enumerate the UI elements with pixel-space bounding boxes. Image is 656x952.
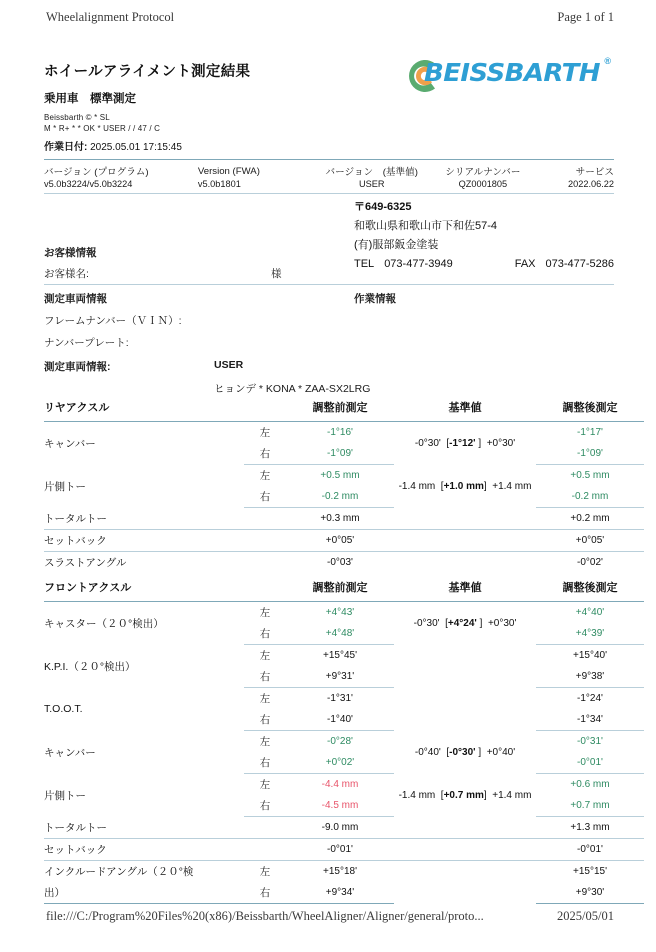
vehicle-info-user: USER [214, 359, 244, 371]
title-block [44, 58, 250, 153]
table-row [44, 530, 644, 552]
table-row [44, 602, 644, 624]
footer-date: 2025/05/01 [557, 909, 614, 923]
side-right: 右 [244, 882, 286, 904]
side-left: 左 [259, 427, 271, 439]
spec-bracket-close: ] [475, 746, 484, 758]
post-value: +0.2 mm [536, 508, 644, 530]
customer-section-label: お客様情報 [44, 247, 97, 259]
side-left: 左 [259, 693, 271, 705]
table-row [44, 861, 644, 883]
front-header-side [244, 573, 286, 602]
version-value-program: v5.0b3224/v5.0b3224 [44, 179, 133, 189]
post-value-left: -0°31' [577, 736, 603, 747]
row-label: キャスター（２０°検出） [44, 617, 164, 630]
spec-value [394, 774, 536, 817]
work-info-label: 作業情報 [354, 293, 396, 305]
rear-axle-header-row [44, 393, 644, 422]
spec-value [394, 530, 536, 552]
spec-low: -1.4 mm [398, 789, 436, 801]
post-value: +0°05' [536, 530, 644, 552]
row-label: スラストアングル [44, 557, 127, 569]
pre-value: -0°01' [286, 839, 394, 861]
post-value-right: +9°38' [536, 666, 644, 688]
pre-value-left: -1°31' [327, 693, 353, 704]
rear-axle-table [44, 393, 644, 573]
row-label: K.P.I.（２０°検出） [44, 660, 136, 673]
front-axle-title: フロントアクスル [44, 573, 244, 602]
print-header-title: Wheelalignment Protocol [46, 10, 175, 24]
page-indicator: Page 1 of 1 [557, 10, 614, 24]
post-value: -0°01' [536, 839, 644, 861]
pre-value-left: +0.5 mm [320, 470, 360, 481]
row-label: 片側トー [44, 480, 86, 493]
row-label: セットバック [44, 839, 244, 861]
spec-mid: +1.0 mm [443, 480, 484, 492]
spec-bracket-open: [ [438, 789, 444, 801]
spec-value [394, 645, 536, 688]
rear-header-pre: 調整前測定 [286, 393, 394, 422]
vehicle-section [44, 285, 614, 393]
pre-value-right: +9°31' [286, 666, 394, 688]
post-value-left: +15°15' [573, 866, 607, 877]
pre-value-left: -4.4 mm [321, 779, 359, 790]
pre-value-right: -1°09' [286, 443, 394, 465]
side-right: 右 [244, 486, 286, 508]
row-label-continued [44, 882, 244, 904]
row-label [44, 861, 244, 883]
shop-info [354, 198, 614, 274]
side-right: 右 [244, 623, 286, 645]
spec-low: -0°40' [414, 746, 441, 758]
vin-label: フレームナンバー（ＶＩＮ）: [44, 315, 182, 327]
spec-low: -1.4 mm [398, 480, 436, 492]
rear-header-spec: 基準値 [394, 393, 536, 422]
customer-section [44, 194, 614, 284]
post-value-left: +15°40' [573, 650, 607, 661]
pre-value-left: +4°43' [325, 607, 355, 618]
post-value-left: +0.6 mm [570, 779, 610, 790]
page-subtitle: 乗用車 標準測定 [44, 93, 136, 105]
row-label: T.O.O.T. [44, 703, 83, 715]
version-header-row [44, 160, 614, 179]
spec-bracket-close: ] [483, 789, 490, 801]
vehicle-section-label: 測定車両情報 [44, 293, 107, 305]
post-value-right: -0°01' [536, 752, 644, 774]
version-value-fwa: v5.0b1801 [197, 179, 241, 189]
spec-low: -0°30' [413, 617, 440, 629]
customer-name-label: お客様名: [44, 268, 89, 280]
spec-bracket-close: ] [475, 437, 484, 449]
version-value-row [44, 179, 614, 193]
print-header [46, 10, 614, 25]
pre-value-right: -4.5 mm [286, 795, 394, 817]
title-row [44, 58, 614, 153]
side-none [244, 839, 286, 861]
device-line-1: Beissbarth © * SL [44, 113, 110, 122]
spec-high: +0°30' [487, 617, 517, 629]
spec-bracket-close: ] [483, 480, 490, 492]
table-row [44, 422, 644, 444]
side-right: 右 [244, 795, 286, 817]
shop-company: (有)服部鈑金塗装 [354, 239, 439, 251]
logo-registered-mark: ® [604, 56, 611, 66]
pre-value: -9.0 mm [286, 817, 394, 839]
spec-value [394, 731, 536, 774]
pre-value-right: +9°34' [286, 882, 394, 904]
shop-address: 和歌山県和歌山市下和佐57-4 [354, 220, 498, 232]
spec-value [394, 817, 536, 839]
spec-mid: -1°12' [449, 437, 476, 449]
shop-tel-value: 073-477-3949 [384, 258, 453, 270]
vehicle-model: ヒョンデ * KONA * ZAA-SX2LRG [214, 383, 371, 395]
pre-value-left: -1°16' [327, 427, 353, 438]
spec-value [394, 839, 536, 861]
row-label: キャンバー [44, 437, 96, 450]
work-date-label: 作業日付: [44, 142, 88, 153]
spec-value [394, 552, 536, 574]
side-left: 左 [259, 470, 271, 482]
spec-value [394, 508, 536, 530]
logo-wordmark: BEISSBARTH [424, 58, 600, 87]
row-label-line2: 出） [44, 886, 65, 899]
spec-mid: -0°30' [449, 746, 476, 758]
side-none [244, 508, 286, 530]
pre-value: +0°05' [286, 530, 394, 552]
front-header-pre: 調整前測定 [286, 573, 394, 602]
spec-value [394, 861, 536, 904]
side-left: 左 [259, 866, 271, 878]
spec-low: -0°30' [414, 437, 441, 449]
spec-bracket-close: ] [476, 617, 486, 629]
version-header-serial: シリアルナンバー [445, 167, 521, 178]
post-value-right: -1°34' [536, 709, 644, 731]
front-header-post: 調整後測定 [536, 573, 644, 602]
spec-value [394, 602, 536, 645]
pre-value-right: -0.2 mm [286, 486, 394, 508]
beissbarth-logo [402, 54, 610, 100]
row-label: キャンバー [44, 746, 96, 759]
device-line-2: M * R+ * * OK * USER / / 47 / C [44, 123, 161, 133]
rear-header-post: 調整後測定 [536, 393, 644, 422]
rear-axle-title: リヤアクスル [44, 393, 244, 422]
plate-label: ナンバープレート: [44, 337, 129, 349]
spec-value [394, 465, 536, 508]
post-value-left: +0.5 mm [570, 470, 610, 481]
table-row [44, 645, 644, 667]
post-value-right: -0.2 mm [536, 486, 644, 508]
front-axle-table [44, 573, 644, 904]
version-value-spec: USER [358, 179, 385, 189]
version-header-fwa: Version (FWA) [197, 165, 260, 177]
row-label-line1: インクルードアングル（２０°検 [44, 865, 194, 878]
side-right: 右 [244, 443, 286, 465]
contact-spacer [463, 255, 505, 274]
side-left: 左 [259, 736, 271, 748]
pre-value-left: +15°18' [323, 866, 357, 877]
side-none [244, 530, 286, 552]
post-value-right: +0.7 mm [536, 795, 644, 817]
table-row [44, 465, 644, 487]
pre-value: -0°03' [327, 557, 353, 568]
shop-zip: 〒649-6325 [354, 201, 412, 213]
post-value-right: -1°09' [536, 443, 644, 465]
post-value-left: +4°40' [575, 607, 605, 618]
table-row [44, 508, 644, 530]
table-row [44, 839, 644, 861]
post-value: +1.3 mm [536, 817, 644, 839]
side-none [244, 817, 286, 839]
row-label: セットバック [44, 530, 244, 552]
spec-bracket-open: [ [443, 746, 450, 758]
table-row [44, 731, 644, 753]
print-footer [46, 909, 614, 924]
table-row [44, 817, 644, 839]
spec-mid: +0.7 mm [443, 789, 484, 801]
post-value-left: -1°17' [577, 427, 603, 438]
spec-mid: +4°24' [447, 617, 477, 629]
spec-high: +1.4 mm [492, 789, 532, 801]
page-title: ホイールアライメント測定結果 [44, 64, 251, 80]
spec-bracket-open: [ [438, 480, 444, 492]
work-date-value: 2025.05.01 17:15:45 [90, 142, 182, 153]
side-right: 右 [244, 709, 286, 731]
version-header-spec: バージョン (基準値) [325, 167, 418, 178]
version-header-program: バージョン (プログラム) [44, 167, 149, 178]
pre-value-left: +15°45' [323, 650, 357, 661]
footer-file-path: file:///C:/Program%20Files%20(x86)/Beissbarth/WheelAligner/Aligner/general/proto... [46, 909, 484, 923]
pre-value-right: -1°40' [286, 709, 394, 731]
pre-value-right: +4°48' [286, 623, 394, 645]
spec-bracket-open: [ [442, 617, 448, 629]
side-none [244, 552, 286, 574]
shop-fax-value: 073-477-5286 [545, 258, 615, 270]
pre-value-left: -0°28' [327, 736, 353, 747]
version-value-serial: QZ0001805 [458, 179, 508, 189]
side-left: 左 [259, 779, 271, 791]
front-axle-header-row [44, 573, 644, 602]
version-strip [44, 160, 614, 193]
vehicle-info-label: 測定車両情報: [44, 361, 111, 373]
table-row [44, 774, 644, 796]
spec-value [394, 688, 536, 731]
table-row [44, 688, 644, 710]
side-right: 右 [244, 752, 286, 774]
spec-high: +0°30' [486, 437, 516, 449]
table-row [44, 552, 644, 574]
report-content [44, 56, 618, 904]
pre-value: +0.3 mm [286, 508, 394, 530]
spec-high: +0°40' [486, 746, 516, 758]
post-value-right: +4°39' [536, 623, 644, 645]
front-header-spec: 基準値 [394, 573, 536, 602]
customer-honorific: 様 [271, 268, 282, 280]
post-value-left: -1°24' [577, 693, 603, 704]
shop-fax-label: FAX [514, 258, 536, 270]
shop-contact [354, 255, 614, 274]
pre-value-right: +0°02' [286, 752, 394, 774]
post-value: -0°02' [577, 557, 603, 568]
side-right: 右 [244, 666, 286, 688]
work-date [44, 138, 250, 153]
post-value-right: +9°30' [536, 882, 644, 904]
row-label: 片側トー [44, 789, 86, 802]
version-header-service: サービス [575, 167, 614, 178]
version-value-service: 2022.06.22 [568, 179, 614, 189]
row-label: トータルトー [44, 508, 244, 530]
side-left: 左 [259, 650, 271, 662]
row-label: トータルトー [44, 817, 244, 839]
side-left: 左 [259, 607, 271, 619]
spec-bracket-open: [ [443, 437, 450, 449]
table-row [44, 882, 644, 904]
shop-tel-label: TEL [354, 258, 375, 270]
rear-header-side [244, 393, 286, 422]
spec-value [394, 422, 536, 465]
spec-high: +1.4 mm [492, 480, 532, 492]
